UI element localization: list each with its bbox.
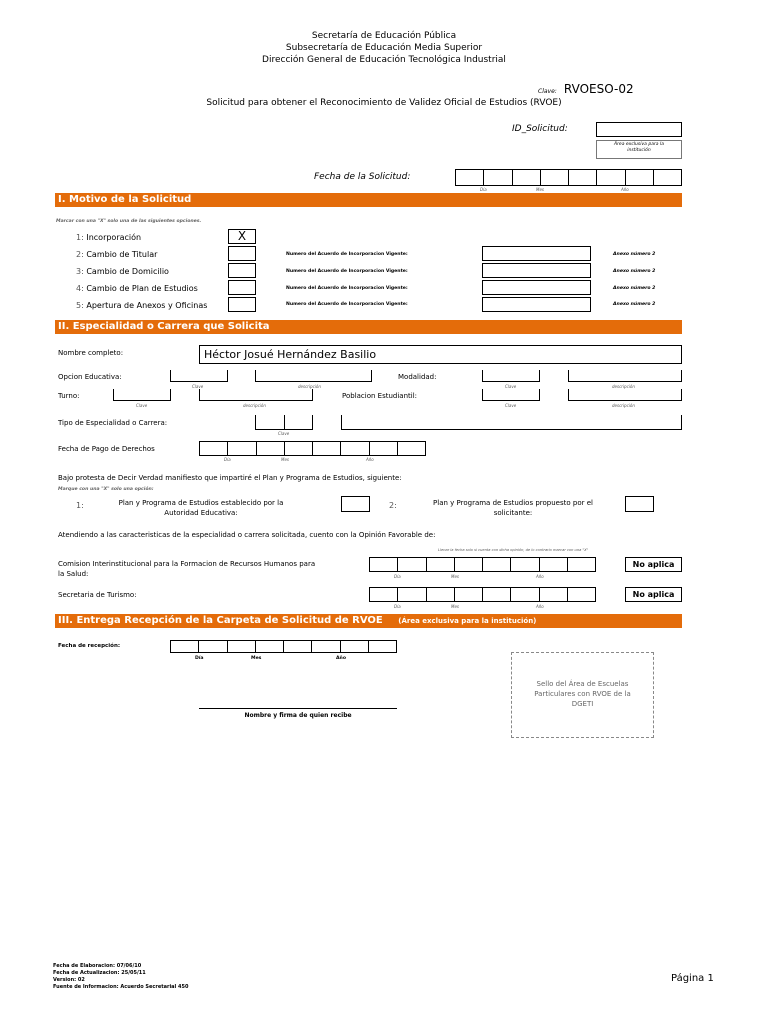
turismo-dia: Día bbox=[394, 604, 401, 609]
pago-label: Fecha de Pago de Derechos bbox=[58, 445, 155, 453]
option-4-anexo: Anexo número 2 bbox=[613, 286, 656, 291]
comision-line-2: la Salud: bbox=[58, 570, 89, 578]
modalidad-descripcion-field[interactable] bbox=[568, 370, 682, 382]
option-1-checkbox[interactable]: X bbox=[228, 229, 256, 244]
pago-anio: Año bbox=[366, 457, 374, 462]
id-solicitud-label: ID_Solicitud: bbox=[512, 124, 568, 134]
clave bbox=[538, 78, 634, 97]
opcion-clave-field[interactable] bbox=[170, 370, 228, 382]
opcion-descripcion-field[interactable] bbox=[255, 370, 372, 382]
pago-dia: Día bbox=[224, 457, 231, 462]
pago-mes: Mes bbox=[281, 457, 289, 462]
section-1-header bbox=[55, 193, 682, 207]
atendiendo-text: Atendiendo a las caracteristicas de la especialidad o carrera solicitada, cuento con la Opinión Favorable de: bbox=[58, 531, 436, 539]
section-3-title: III. Entrega Recepción de la Carpeta de Solicitud de RVOE bbox=[58, 615, 383, 626]
comision-dia: Día bbox=[394, 574, 401, 579]
protesta-text: Bajo protesta de Decir Verdad manifiesto que impartiré el Plan y Programa de Estudios, siguiente: bbox=[58, 474, 402, 482]
header-line-2: Subsecretaría de Educación Media Superior bbox=[285, 43, 483, 53]
turismo-mes: Mes bbox=[451, 604, 459, 609]
option-4-checkbox[interactable] bbox=[228, 280, 256, 295]
page-number: Página 1 bbox=[671, 973, 714, 984]
option-4-label: Cambio de Plan de Estudios bbox=[86, 284, 198, 293]
option-4-acuerdo-label: Numero del Acuerdo de Incorporacion Vigente: bbox=[286, 286, 408, 291]
recepcion-dia: Día bbox=[195, 656, 204, 661]
turno-descripcion-caption: descripción bbox=[243, 403, 266, 408]
option-2-acuerdo-label: Numero del Acuerdo de Incorporacion Vigente: bbox=[286, 252, 408, 257]
plan-2-checkbox[interactable] bbox=[625, 496, 654, 512]
plan-2-line-1: Plan y Programa de Estudios propuesto por el bbox=[433, 499, 593, 507]
section-2-header bbox=[55, 320, 682, 334]
fecha-solicitud-mes: Mes bbox=[536, 187, 544, 192]
section-3-header bbox=[55, 614, 682, 628]
option-4-num: 4: bbox=[76, 284, 84, 293]
turismo-anio: Año bbox=[536, 604, 544, 609]
option-4 bbox=[76, 284, 198, 293]
recepcion-anio: Año bbox=[336, 656, 346, 661]
turismo-label: Secretaria de Turismo: bbox=[58, 591, 137, 599]
plan-1-num: 1: bbox=[76, 501, 84, 510]
firma-line[interactable] bbox=[199, 708, 397, 709]
option-3-checkbox[interactable] bbox=[228, 263, 256, 278]
pago-date-field[interactable] bbox=[199, 441, 426, 456]
poblacion-descripcion-field[interactable] bbox=[568, 389, 682, 401]
sello-area bbox=[511, 652, 654, 738]
tipo-descripcion-field[interactable] bbox=[341, 415, 682, 430]
nombre-label: Nombre completo: bbox=[58, 349, 124, 357]
id-solicitud-field[interactable] bbox=[596, 122, 682, 137]
fecha-solicitud-anio: Año bbox=[621, 187, 629, 192]
option-5-anexo: Anexo número 2 bbox=[613, 302, 656, 307]
option-5-label: Apertura de Anexos y Oficinas bbox=[86, 301, 208, 310]
nombre-field[interactable]: Héctor Josué Hernández Basilio bbox=[199, 345, 682, 364]
recepcion-date-field[interactable] bbox=[170, 640, 397, 653]
fecha-solicitud-field[interactable] bbox=[455, 169, 682, 186]
tipo-label: Tipo de Especialidad o Carrera: bbox=[58, 419, 168, 427]
poblacion-clave-field[interactable] bbox=[482, 389, 540, 401]
footer-elaboracion: Fecha de Elaboracion: 07/06/10 bbox=[53, 963, 142, 969]
clave-label: Clave: bbox=[538, 88, 557, 95]
comision-label bbox=[58, 559, 315, 579]
option-5-num: 5: bbox=[76, 301, 84, 310]
option-2-num: 2: bbox=[76, 250, 84, 259]
turno-descripcion-field[interactable] bbox=[199, 389, 313, 401]
form-title: Solicitud para obtener el Reconocimiento de Validez Oficial de Estudios (RVOE) bbox=[206, 98, 562, 108]
modalidad-label: Modalidad: bbox=[398, 373, 437, 381]
option-1 bbox=[76, 233, 141, 242]
recepcion-mes: Mes bbox=[251, 656, 262, 661]
llenar-note: Llenar la fecha solo si cuenta con dicha opinión, de lo contrario marcar con una "X" bbox=[438, 548, 589, 552]
poblacion-descripcion-caption: descripción bbox=[612, 403, 635, 408]
section-1-instruction: Marcar con una "X" solo una de las siguientes opciones. bbox=[56, 219, 202, 224]
plan-1-checkbox[interactable] bbox=[341, 496, 370, 512]
option-4-acuerdo-field[interactable] bbox=[482, 280, 591, 295]
option-2-acuerdo-field[interactable] bbox=[482, 246, 591, 261]
poblacion-clave-caption: Clave bbox=[505, 403, 517, 408]
fecha-solicitud-dia: Día bbox=[480, 187, 487, 192]
option-3-num: 3: bbox=[76, 267, 84, 276]
section-3-subtitle: (Área exclusiva para la institución) bbox=[398, 617, 537, 625]
option-2-checkbox[interactable] bbox=[228, 246, 256, 261]
modalidad-clave-field[interactable] bbox=[482, 370, 540, 382]
opcion-clave-caption: Clave bbox=[192, 384, 204, 389]
section-1-title: I. Motivo de la Solicitud bbox=[58, 194, 192, 205]
tipo-clave-field[interactable] bbox=[255, 415, 313, 430]
section-2-title: II. Especialidad o Carrera que Solicita bbox=[58, 321, 270, 332]
option-5-acuerdo-field[interactable] bbox=[482, 297, 591, 312]
header-line-1: Secretaría de Educación Pública bbox=[311, 31, 457, 41]
plan-2-num: 2: bbox=[389, 501, 397, 510]
footer-fuente: Fuente de Informacion: Acuerdo Secretarial 450 bbox=[53, 984, 189, 990]
option-3-anexo: Anexo número 2 bbox=[613, 269, 656, 274]
option-1-num: 1: bbox=[76, 233, 84, 242]
recepcion-label: Fecha de recepción: bbox=[58, 643, 121, 649]
footer-info bbox=[53, 963, 188, 991]
option-3-label: Cambio de Domicilio bbox=[86, 267, 169, 276]
turno-clave-caption: Clave bbox=[136, 403, 148, 408]
option-2-label: Cambio de Titular bbox=[86, 250, 158, 259]
plan-2-line-2: solicitante: bbox=[493, 509, 533, 517]
comision-no-aplica[interactable]: No aplica bbox=[625, 557, 682, 572]
option-2-anexo: Anexo número 2 bbox=[613, 252, 656, 257]
option-5-acuerdo-label: Numero del Acuerdo de Incorporacion Vigente: bbox=[286, 302, 408, 307]
firma-label: Nombre y firma de quien recibe bbox=[244, 712, 352, 719]
tipo-clave-caption: Clave bbox=[278, 431, 290, 436]
option-3 bbox=[76, 267, 169, 276]
sello-text: Sello del Área de Escuelas Particulares con RVOE de la DGETI bbox=[534, 680, 631, 708]
header-line-3: Dirección General de Educación Tecnológica Industrial bbox=[262, 55, 506, 65]
opcion-label: Opcion Educativa: bbox=[58, 373, 122, 381]
modalidad-descripcion-caption: descripción bbox=[612, 384, 635, 389]
footer-actualizacion: Fecha de Actualizacion: 25/05/11 bbox=[53, 970, 146, 976]
opcion-descripcion-caption: descripción bbox=[298, 384, 321, 389]
comision-anio: Año bbox=[536, 574, 544, 579]
id-solicitud-note: Área exclusiva para la institución bbox=[596, 140, 682, 159]
option-3-acuerdo-field[interactable] bbox=[482, 263, 591, 278]
plan-1-line-1: Plan y Programa de Estudios establecido por la bbox=[118, 499, 284, 507]
marque-instruction: Marque con una "X" solo una opción: bbox=[58, 487, 154, 492]
clave-value: RVOESO-02 bbox=[563, 82, 634, 96]
comision-line-1: Comision Interinstitucional para la Formacion de Recursos Humanos para bbox=[58, 560, 316, 568]
turno-clave-field[interactable] bbox=[113, 389, 171, 401]
option-3-acuerdo-label: Numero del Acuerdo de Incorporacion Vigente: bbox=[286, 269, 408, 274]
plan-1-label bbox=[96, 498, 306, 518]
option-1-label: Incorporación bbox=[86, 233, 142, 242]
option-5 bbox=[76, 301, 207, 310]
turismo-date-field[interactable] bbox=[369, 587, 596, 602]
turismo-no-aplica[interactable]: No aplica bbox=[625, 587, 682, 602]
modalidad-clave-caption: Clave bbox=[505, 384, 517, 389]
option-2 bbox=[76, 250, 157, 259]
option-5-checkbox[interactable] bbox=[228, 297, 256, 312]
fecha-solicitud-label: Fecha de la Solicitud: bbox=[314, 172, 411, 182]
plan-2-label bbox=[408, 498, 618, 518]
plan-1-line-2: Autoridad Educativa: bbox=[164, 509, 238, 517]
poblacion-label: Poblacion Estudiantil: bbox=[342, 392, 418, 400]
header bbox=[0, 30, 768, 66]
turno-label: Turno: bbox=[58, 392, 80, 400]
footer-version: Version: 02 bbox=[53, 977, 85, 983]
comision-date-field[interactable] bbox=[369, 557, 596, 572]
comision-mes: Mes bbox=[451, 574, 459, 579]
